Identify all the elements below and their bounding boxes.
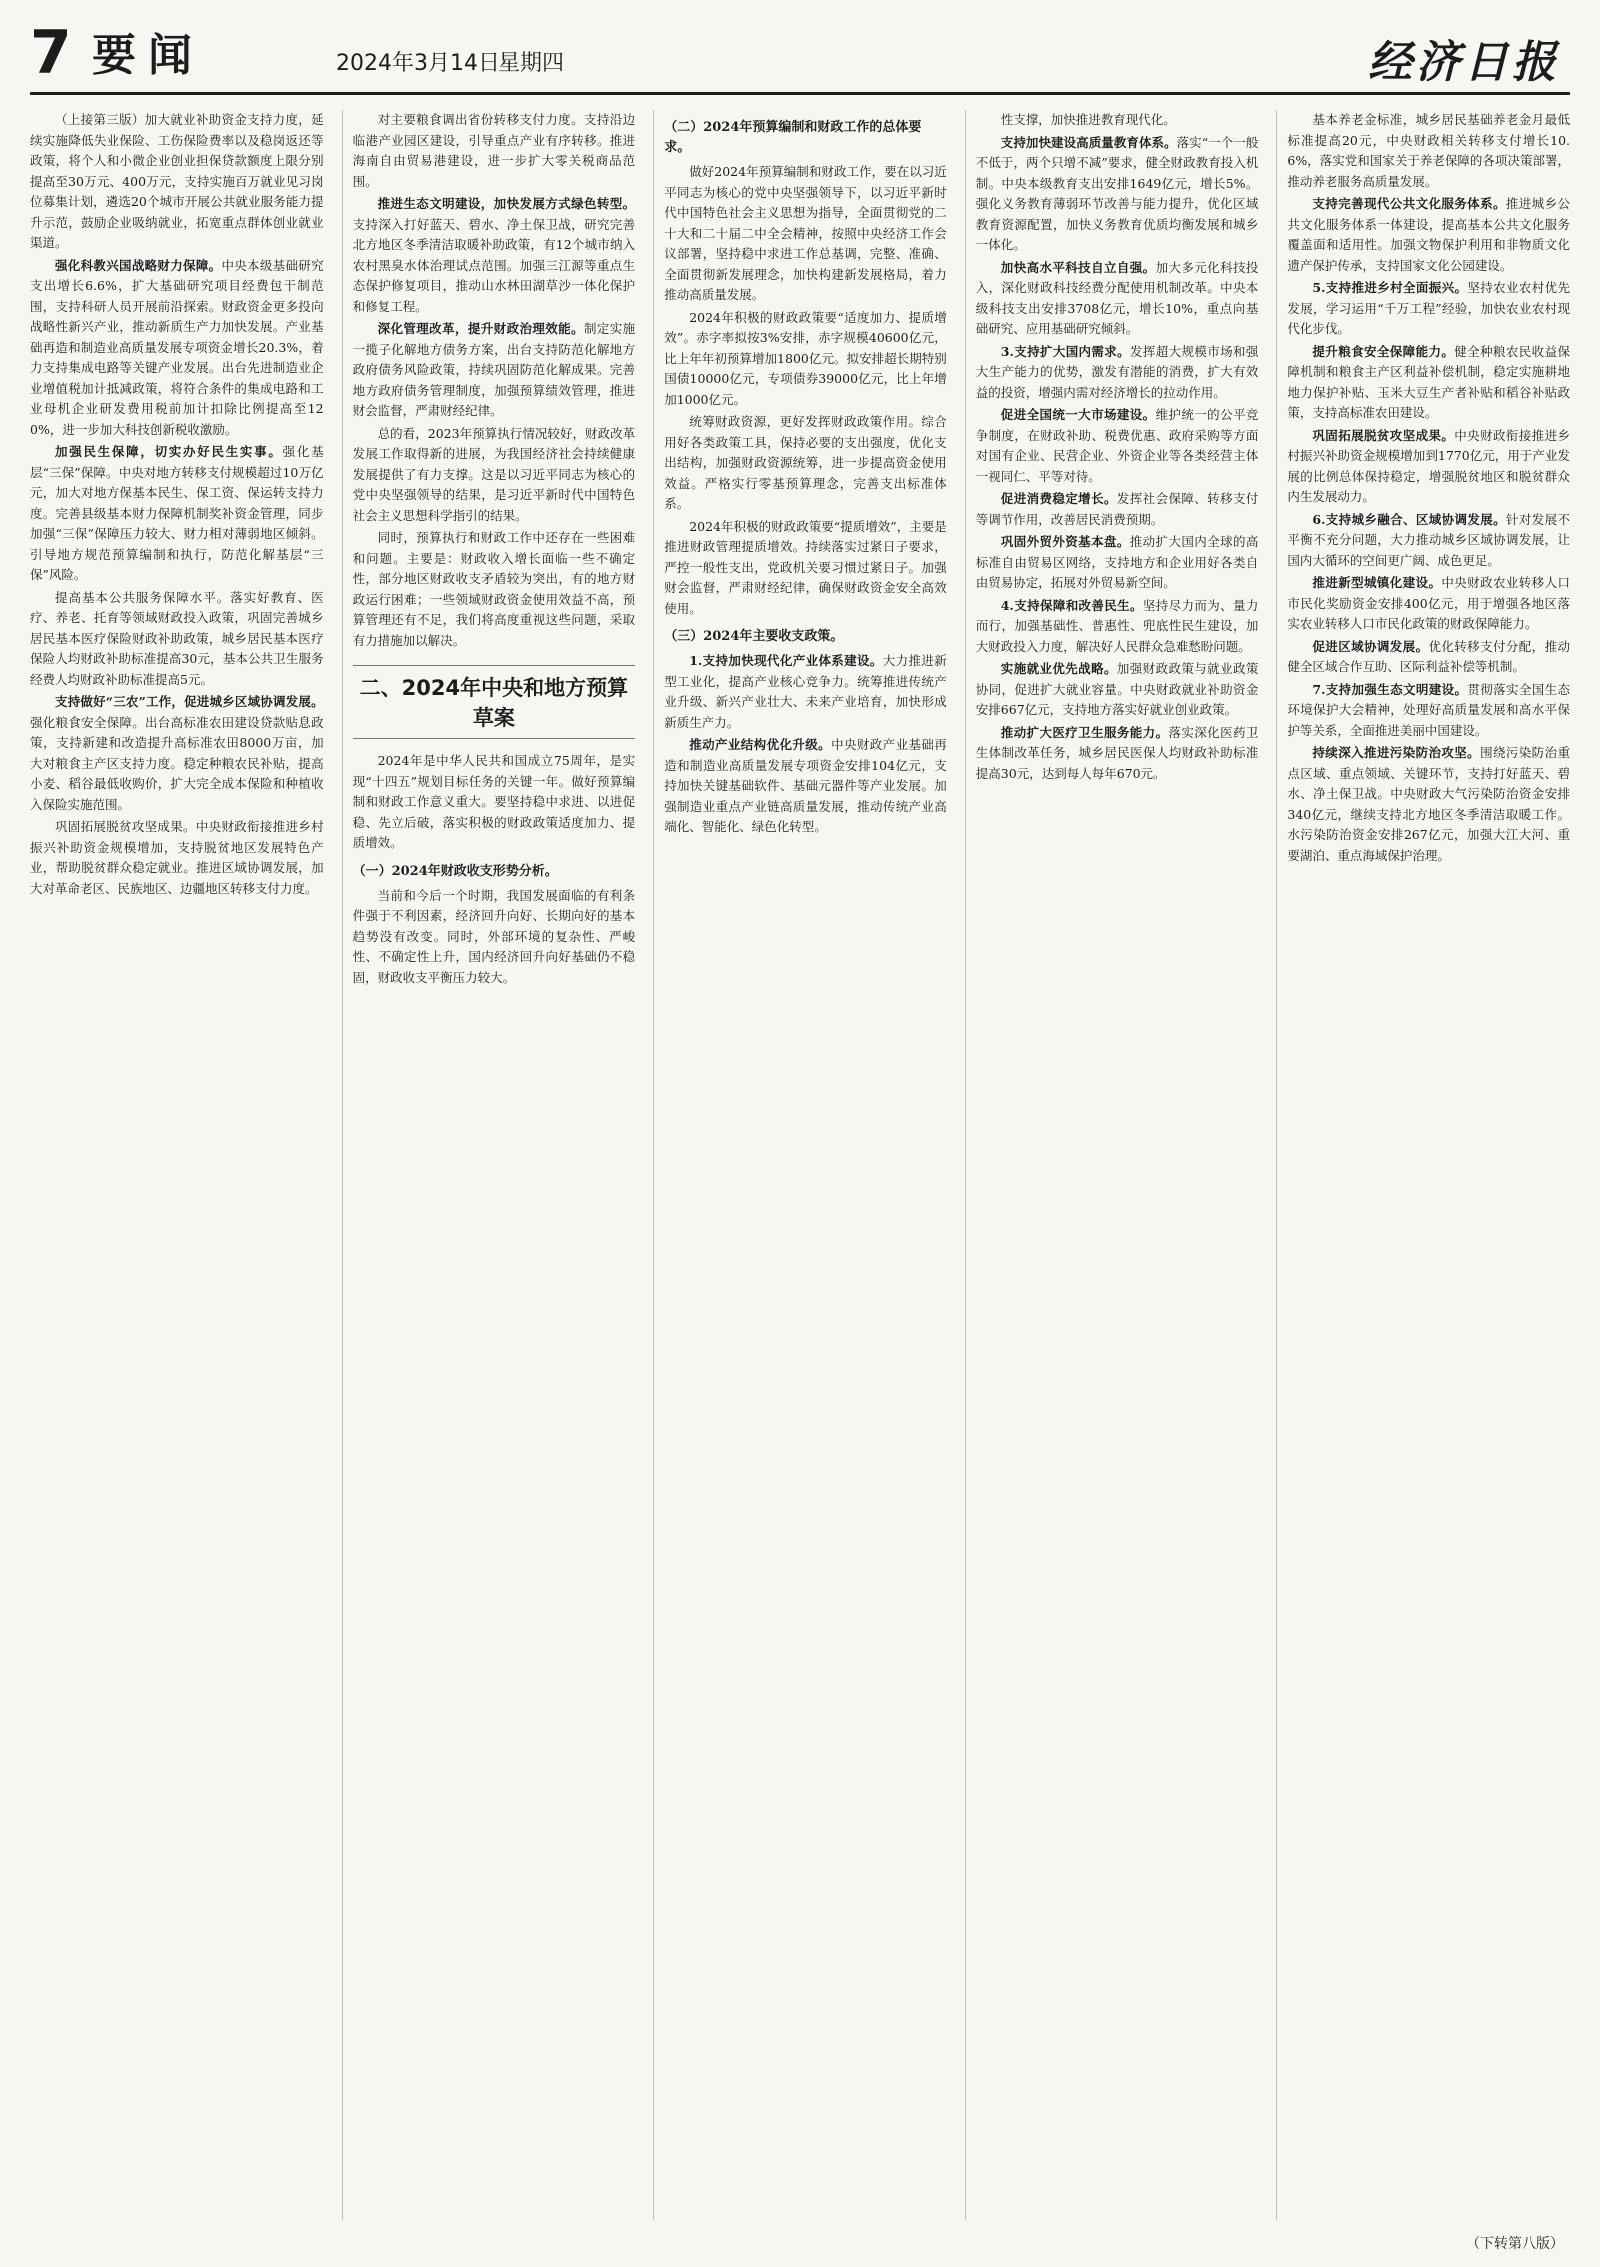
newspaper-logo: 经济日报 <box>1368 37 1560 88</box>
article-paragraph <box>976 596 1259 658</box>
article-paragraph <box>664 412 947 515</box>
paragraph-lead: 5.支持推进乡村全面振兴。 <box>1312 280 1468 295</box>
article-paragraph <box>1287 194 1570 276</box>
paragraph-text: 制定实施一揽子化解地方债务方案，出台支持防范化解地方政府债务风险政策，持续巩固防范化解成果。完善地方政府债务管理制度，加强预算绩效管理，推进财会监督，严肃财经纪律。 <box>352 321 636 418</box>
paragraph-text: 中央财政产业基础再造和制造业高质量发展专项资金安排104亿元，支持加快关键基础软件、基础元器件等产业发展。加强制造业重点产业链高质量发展，推动传统产业高端化、智能化、绿色化转型。 <box>664 737 947 834</box>
article-paragraph <box>1287 342 1570 424</box>
article-columns <box>30 110 1570 2220</box>
article-paragraph <box>353 751 636 854</box>
article-paragraph <box>976 258 1259 340</box>
paragraph-text: 同时，预算执行和财政工作中还存在一些困难和问题。主要是：财政收入增长面临一些不确定性，部分地区财政收支矛盾较为突出，有的地方财政运行困难；一些领域财政资金使用效益不高，预算管理还有不足，我们将高度重视这些问题，采取有力措施加以解决。 <box>352 530 636 648</box>
paragraph-text: 强化粮食安全保障。出台高标准农田建设贷款贴息政策，支持新建和改造提升高标准农田8000万亩，加大对粮食主产区支持力度。稳定种粮农民补贴，提高小麦、稻谷最低收购价，扩大完全成本保险和种植收入保险实施范围。 <box>30 714 324 812</box>
article-paragraph <box>353 319 636 422</box>
paragraph-text: 提高基本公共服务保障水平。落实好教育、医疗、养老、托育等领域财政投入政策，巩固完善城乡居民基本医疗保险财政补助政策，城乡居民基本医疗保险人均财政补助标准提高30元，基本公共卫生服务经费人均财政补助标准提高5元。 <box>30 589 324 687</box>
paragraph-text: 健全种粮农民收益保障机制和粮食主产区利益补偿机制，稳定实施耕地地力保护补贴、玉米大豆生产者补贴和稻谷补贴政策，支持高标准农田建设。 <box>1287 343 1570 420</box>
paragraph-text: 优化转移支付分配，推动健全区域合作互助、区际利益补偿等机制。 <box>1287 638 1570 674</box>
article-paragraph <box>30 692 324 815</box>
paragraph-lead: 强化科教兴国战略财力保障。 <box>55 257 222 273</box>
paragraph-lead: 促进消费稳定增长。 <box>1000 491 1117 506</box>
paragraph-text: 落实“一个一般不低于，两个只增不减”要求，健全财政教育投入机制。中央本级教育支出安排1649亿元，增长5%。强化义务教育薄弱环节改善与能力提升，优化区域教育资源配置，加快义务教育优质均衡发展和城乡一体化。 <box>975 134 1259 252</box>
article-paragraph <box>30 588 324 691</box>
page-number: 7 <box>30 18 72 88</box>
paragraph-text: 维护统一的公平竞争制度，在财政补助、税费优惠、政府采购等方面对国有企业、民营企业、外资企业等各类经营主体一视同仁、平等对待。 <box>975 407 1259 484</box>
continuation-note: （下转第八版） <box>1466 2236 1564 2252</box>
paragraph-text: 性支撑，加快推进教育现代化。 <box>1000 112 1176 127</box>
article-paragraph <box>1287 680 1570 742</box>
paragraph-text: 贯彻落实全国生态环境保护大会精神，处理好高质量发展和高水平保护等关系，全面推进美丽中国建设。 <box>1287 681 1570 738</box>
paragraph-text: 加大多元化科技投入，深化财政科技经费分配使用机制改革。中央本级科技支出安排3708亿元，增长10%，重点向基础研究、应用基础研究倾斜。 <box>975 259 1259 336</box>
page-header <box>30 18 1570 95</box>
article-paragraph <box>976 133 1259 256</box>
paragraph-lead: 持续深入推进污染防治攻坚。 <box>1312 745 1481 760</box>
paragraph-text: 对主要粮食调出省份转移支付力度。支持沿边临港产业园区建设，引导重点产业有序转移。推进海南自由贸易港建设，进一步扩大零关税商品范围。 <box>352 112 636 189</box>
paragraph-text: 统筹财政资源，更好发挥财政政策作用。综合用好各类政策工具，保持必要的支出强度，优化支出结构，加强财政资源统筹，进一步提高资金使用效益。严格实行零基预算理念，完善支出标准体系。 <box>664 414 947 511</box>
article-paragraph <box>976 723 1259 785</box>
article-paragraph <box>30 442 324 586</box>
subsection-heading: （一）2024年财政收支形势分析。 <box>352 863 558 879</box>
article-paragraph <box>1287 573 1570 635</box>
paragraph-lead: 6.支持城乡融合、区域协调发展。 <box>1312 511 1506 527</box>
paragraph-text: 坚持尽力而为、量力而行，加强基础性、普惠性、兜底性民生建设，加大财政投入力度，解决好人民群众急难愁盼问题。 <box>975 597 1259 654</box>
article-paragraph <box>1287 110 1570 192</box>
article-paragraph <box>1287 510 1570 572</box>
paragraph-text: 围绕污染防治重点区域、重点领域、关键环节，支持打好蓝天、碧水、净土保卫战。中央财政大气污染防治资金安排340亿元，继续支持北方地区冬季清洁取暖工作。水污染防治资金安排267亿元，加强大江大河、重要湖泊、重点海域保护治理。 <box>1287 745 1570 863</box>
paragraph-lead: 4.支持保障和改善民生。 <box>1000 597 1143 613</box>
subsection-heading: （二）2024年预算编制和财政工作的总体要求。 <box>664 120 922 155</box>
issue-weekday: 星期四 <box>498 51 565 76</box>
article-paragraph <box>353 886 636 989</box>
article-paragraph <box>1287 426 1570 508</box>
paragraph-lead: 支持完善现代公共文化服务体系。 <box>1312 196 1506 211</box>
paragraph-text: 落实深化医药卫生体制改革任务，城乡居民医保人均财政补助标准提高30元，达到每人每年670元。 <box>975 724 1259 781</box>
text-column <box>653 110 947 2220</box>
paragraph-text: 加强财政政策与就业政策协同，促进扩大就业容量。中央财政就业补助资金安排667亿元，支持地方落实好就业创业政策。 <box>975 661 1259 717</box>
article-paragraph <box>1287 743 1570 866</box>
paragraph-text: 2024年是中华人民共和国成立75周年，是实现“十四五”规划目标任务的关键一年。做好预算编制和财政工作意义重大。要坚持稳中求进、以进促稳、先立后破，落实积极的财政政策适度加力、提质增效。 <box>352 753 636 850</box>
paragraph-lead: 提升粮食安全保障能力。 <box>1312 343 1455 359</box>
text-column <box>30 110 324 2220</box>
paragraph-lead: 1.支持加快现代化产业体系建设。 <box>689 653 883 668</box>
article-paragraph <box>30 817 324 899</box>
paragraph-text: 巩固拓展脱贫攻坚成果。中央财政衔接推进乡村振兴补助资金规模增加，支持脱贫地区发展特色产业，帮助脱贫群众稳定就业。推进区域协调发展，加大对革命老区、民族地区、边疆地区转移支付力度。 <box>30 819 324 896</box>
article-paragraph <box>976 532 1259 594</box>
article-paragraph <box>976 405 1259 487</box>
article-paragraph <box>664 735 947 838</box>
article-paragraph <box>30 256 324 441</box>
paragraph-text: 支持深入打好蓝天、碧水、净土保卫战，研究完善北方地区冬季清洁取暖补助政策，有12个城市纳入农村黑臭水体治理试点范围。加强三江源等重点生态保护修复项目，推动山水林田湖草沙一体化保护和修复工程。 <box>352 216 636 314</box>
article-paragraph <box>353 528 636 651</box>
paragraph-lead: 深化管理改革，提升财政治理效能。 <box>377 321 584 336</box>
paragraph-text: 做好2024年预算编制和财政工作，要在以习近平同志为核心的党中央坚强领导下，以习近平新时代中国特色社会主义思想为指导，全面贯彻党的二十大和二十届二中全会精神，按照中央经济工作会议部署，坚持稳中求进工作总基调，完整、准确、全面贯彻新发展理念，加快构建新发展格局，着力推动高质量发展。 <box>664 164 947 302</box>
section-heading: 二、2024年中央和地方预算草案 <box>353 665 636 739</box>
article-paragraph <box>664 162 947 306</box>
article-paragraph <box>353 194 636 317</box>
article-paragraph <box>664 517 947 620</box>
paragraph-lead: 推进新型城镇化建设。 <box>1312 575 1442 590</box>
paragraph-lead: 促进区域协调发展。 <box>1312 638 1429 654</box>
paragraph-text: 总的看，2023年预算执行情况较好，财政改革发展工作取得新的进展，为我国经济社会持续健康发展提供了有力支撑。这是以习近平同志为核心的党中央坚强领导的结果，是习近平新时代中国特色社会主义思想科学指引的结果。 <box>352 425 636 523</box>
paragraph-text: 当前和今后一个时期，我国发展面临的有利条件强于不利因素，经济回升向好、长期向好的基本趋势没有改变。同时，外部环境的复杂性、严峻性、不确定性上升，国内经济回升向好基础仍不稳固，财政收支平衡压力较大。 <box>352 887 636 985</box>
paragraph-lead: 推进生态文明建设，加快发展方式绿色转型。 <box>377 196 636 211</box>
article-paragraph <box>976 342 1259 404</box>
article-paragraph <box>976 659 1259 721</box>
paragraph-lead: 支持加快建设高质量教育体系。 <box>1000 134 1177 150</box>
paragraph-text: 中央财政衔接推进乡村振兴补助资金规模增加到1770亿元，用于产业发展的比例总体保持稳定，增强脱贫地区和脱贫群众内生发展动力。 <box>1287 427 1570 504</box>
section-title: 要闻 <box>92 30 204 81</box>
article-paragraph <box>353 110 636 192</box>
paragraph-text: 发挥社会保障、转移支付等调节作用，改善居民消费预期。 <box>975 491 1259 527</box>
article-paragraph <box>1287 637 1570 678</box>
article-paragraph <box>1287 278 1570 340</box>
subsection-heading: （三）2024年主要收支政策。 <box>664 629 844 644</box>
text-column <box>965 110 1259 2220</box>
paragraph-text: 强化基层“三保”保障。中央对地方转移支付规模超过10万亿元，加大对地方保基本民生、保工资、保运转支持力度。完善县级基本财力保障机制奖补资金管理，同步加强“三保”保障压力较大、财力相对薄弱地区倾斜。引导地方规范预算编制和执行，防范化解基层“三保”风险。 <box>30 444 324 582</box>
paragraph-lead: 推动扩大医疗卫生服务能力。 <box>1000 724 1169 740</box>
paragraph-lead: 7.支持加强生态文明建设。 <box>1312 681 1468 697</box>
paragraph-text: 大力推进新型工业化，提高产业核心竞争力。统筹推进传统产业升级、新兴产业壮大、未来产业培育，加快形成新质生产力。 <box>664 653 947 730</box>
paragraph-text: 中央本级基础研究支出增长6.6%，扩大基础研究项目经费包干制范围，支持科研人员开展前沿探索。财政资金更多投向战略性新兴产业，推动新质生产力加快发展。产业基础再造和制造业高质量发展专项资金增长20.3%，着力支持集成电路等关键产业发展。出台先进制造业企业增值税加计抵减政策，将符合条件的集成电路和工业母机企业研发费用税前加计扣除比例提高至120%，进一步加大科技创新税收激励。 <box>30 257 324 437</box>
text-column <box>342 110 636 2220</box>
paragraph-lead: 促进全国统一大市场建设。 <box>1000 407 1156 422</box>
paragraph-text: （上接第三版）加大就业补助资金支持力度，延续实施降低失业保险、工伤保险费率以及稳岗返还等政策，将个人和小微企业创业担保贷款额度上限分别提高至30万元、400万元，支持实施百万就业见习岗位募集计划，遴选20个城市开展公共就业服务能力提升示范，鼓励企业吸纳就业，拓宽重点群体创业就业渠道。 <box>30 112 324 250</box>
paragraph-text: 中央财政农业转移人口市民化奖励资金安排400亿元，用于增强各地区落实农业转移人口市民化政策的财政保障能力。 <box>1287 575 1570 631</box>
paragraph-lead: 支持做好“三农”工作，促进城乡区域协调发展。 <box>55 694 324 709</box>
paragraph-text: 推进城乡公共文化服务体系一体建设，提高基本公共文化服务覆盖面和适用性。加强文物保护利用和非物质文化遗产保护传承，支持国家文化公园建设。 <box>1287 196 1570 273</box>
paragraph-lead: 实施就业优先战略。 <box>1000 661 1117 676</box>
paragraph-lead: 巩固外贸外资基本盘。 <box>1000 534 1130 549</box>
issue-date: 2024年3月14日 <box>336 51 500 76</box>
paragraph-text: 2024年积极的财政政策要“提质增效”，主要是推进财政管理提质增效。持续落实过紧日子要求，严控一般性支出，党政机关要习惯过紧日子。加强财会监督，严肃财经纪律，确保财政资金安全高效使用。 <box>664 518 947 616</box>
article-paragraph <box>30 110 324 254</box>
paragraph-lead: 3.支持扩大国内需求。 <box>1000 343 1131 359</box>
article-paragraph <box>664 651 947 733</box>
paragraph-text: 坚持农业农村优先发展，学习运用“千万工程”经验，加快农业农村现代化步伐。 <box>1287 280 1570 336</box>
paragraph-text: 发挥超大规模市场和强大生产能力的优势，激发有潜能的消费，扩大有效益的投资，增强内需对经济增长的拉动作用。 <box>975 343 1259 400</box>
paragraph-text: 针对发展不平衡不充分问题，大力推动城乡区域协调发展，让国内大循环的空间更广阔、成色更足。 <box>1287 511 1570 568</box>
article-paragraph <box>976 489 1259 530</box>
paragraph-lead: 推动产业结构优化升级。 <box>689 737 832 752</box>
article-paragraph <box>976 110 1259 131</box>
paragraph-text: 推动扩大国内全球的高标准自由贸易区网络，支持地方和企业用好各类自由贸易协定，拓展对外贸易新空间。 <box>975 534 1259 590</box>
paragraph-lead: 加强民生保障，切实办好民生实事。 <box>55 444 283 459</box>
paragraph-lead: 巩固拓展脱贫攻坚成果。 <box>1312 427 1455 443</box>
article-paragraph <box>353 424 636 527</box>
article-paragraph <box>664 308 947 411</box>
paragraph-text: 基本养老金标准，城乡居民基础养老金月最低标准提高20元，中央财政相关转移支付增长10.6%，落实党和国家关于养老保障的各项决策部署，推动养老服务高质量发展。 <box>1287 112 1570 189</box>
paragraph-lead: 加快高水平科技自立自强。 <box>1000 259 1156 275</box>
text-column <box>1276 110 1570 2220</box>
paragraph-text: 2024年积极的财政政策要“适度加力、提质增效”。赤字率拟按3%安排，赤字规模40600亿元，比上年年初预算增加1800亿元。拟安排超长期特别国债10000亿元，专项债券39000亿元，比上年增加1000亿元。 <box>664 309 947 407</box>
